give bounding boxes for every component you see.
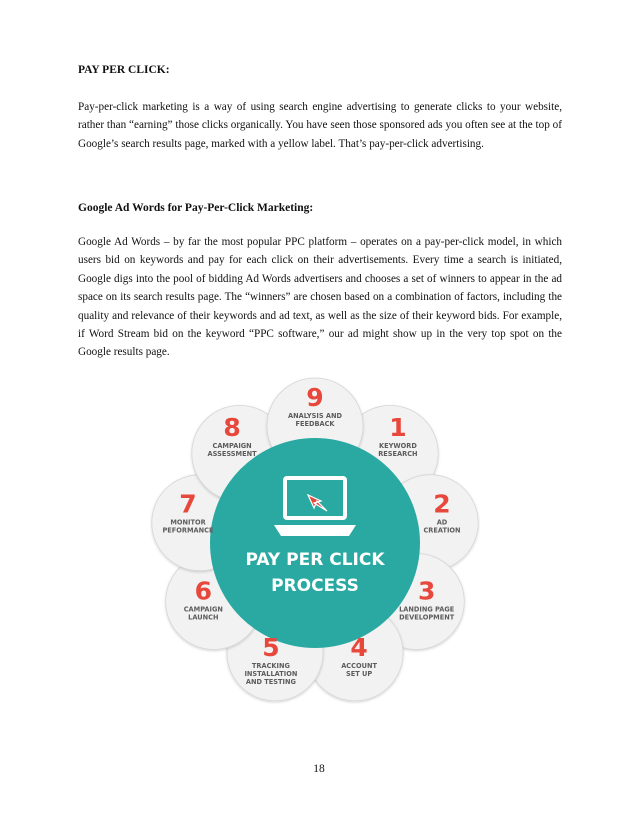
step-label-8-line2: ASSESSMENT: [207, 450, 257, 459]
step-label-1-line1: KEYWORD: [378, 442, 417, 451]
step-label-2-line2: CREATION: [423, 526, 461, 535]
center-title-line2: PROCESS: [271, 576, 359, 596]
step-number-3: 3: [417, 576, 436, 606]
center-circle: [207, 438, 420, 648]
section-heading-google-ad-words: Google Ad Words for Pay-Per-Click Marketing:: [78, 202, 314, 214]
step-label-1-line2: RESEARCH: [378, 450, 418, 459]
step-number-4: 4: [350, 633, 368, 663]
step-label-9-line1: ANALYSIS AND: [287, 412, 343, 420]
step-number-7: 7: [179, 489, 197, 519]
step-label-5-line3: AND TESTING: [245, 678, 296, 687]
ppc-process-diagram: [150, 365, 480, 710]
step-number-9: 9: [306, 383, 324, 412]
step-number-8: 8: [223, 413, 241, 443]
step-number-5: 5: [262, 633, 280, 663]
section-heading-pay-per-click: PAY PER CLICK:: [78, 64, 170, 76]
google-ad-words-paragraph: Google Ad Words – by far the most popular PPC platform – operates on a pay-per-click model, in which users bid on keywords and pay for each click on their advertisements. Every time a search is initiated, Google digs into the pool of bidding Ad Words advertisers and chooses a set of winners to appear in the ad space on its search results page. The “winners” are chosen based on a combination of factors, including the quality and relevance of their keywords and ad text, as well as the size of their keyword bids. For example, if Word Stream bid on the keyword “PPC software,” our ad might show up in the very top spot on the Google results page.: [78, 236, 562, 359]
center-title-line1: PAY PER CLICK: [245, 550, 385, 570]
step-label-6-line2: LAUNCH: [188, 613, 219, 622]
step-label-6-line1: CAMPAIGN: [183, 605, 223, 614]
step-label-9-line2: FEEDBACK: [295, 420, 335, 428]
pay-per-click-paragraph: Pay-per-click marketing is a way of using search engine advertising to generate clicks to your website, rather than “earning” those clicks organically. You have seen those sponsored ads you often see at the top of Google’s search results page, marked with a yellow label. That’s pay-per-click advertising.: [78, 101, 562, 150]
step-label-4-line1: ACCOUNT: [341, 662, 377, 671]
step-label-3-line2: DEVELOPMENT: [399, 613, 455, 622]
step-number-2: 2: [433, 489, 451, 519]
step-label-8-line1: CAMPAIGN: [212, 442, 252, 451]
step-number-6: 6: [194, 576, 213, 606]
page-number: 18: [313, 763, 325, 775]
step-label-5-line1: TRACKING: [251, 662, 290, 671]
step-label-7-line1: MONITOR: [170, 518, 206, 527]
step-label-2-line1: AD: [436, 518, 448, 527]
step-label-3-line1: LANDING PAGE: [399, 605, 455, 614]
step-label-5-line2: INSTALLATION: [244, 670, 298, 679]
step-number-1: 1: [389, 413, 407, 443]
step-label-4-line2: SET UP: [345, 670, 373, 679]
step-label-7-line2: PEFORMANCE: [162, 526, 214, 535]
